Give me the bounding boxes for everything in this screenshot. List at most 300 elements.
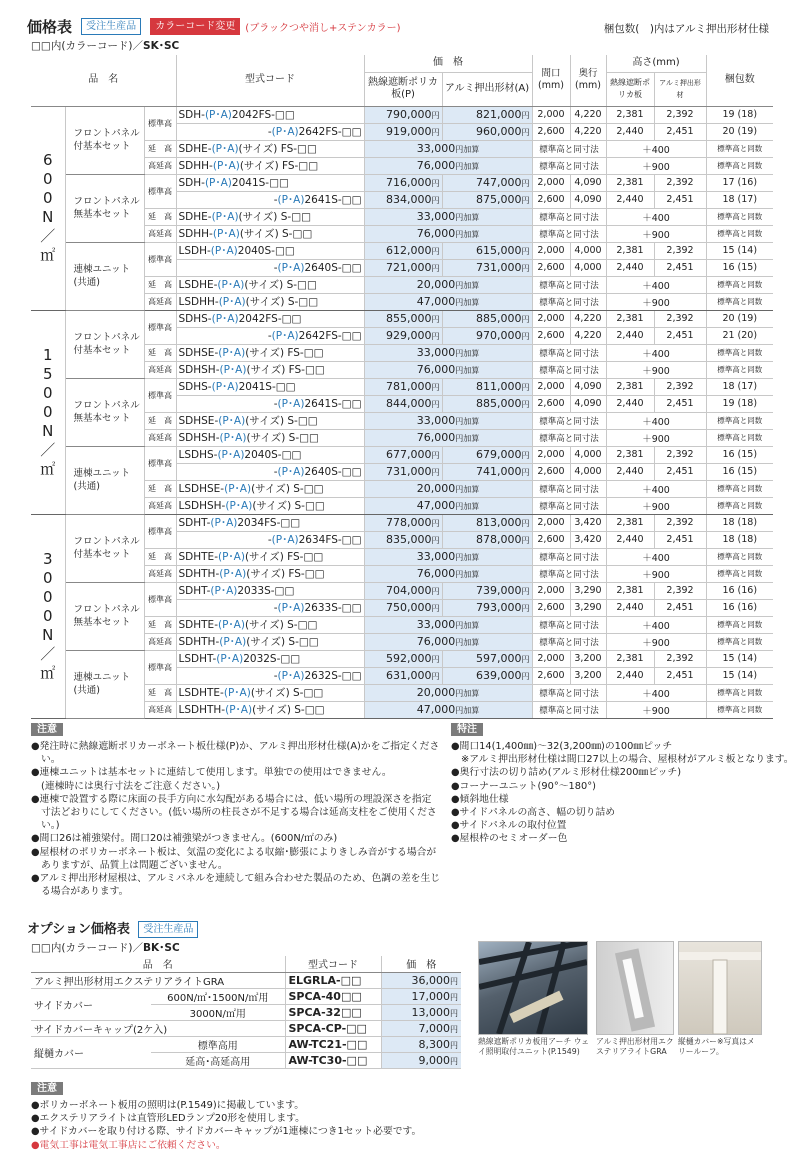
price-addition: [364, 208, 532, 225]
model-code-prefix: SDHSH-: [178, 432, 220, 444]
option-row: [31, 1020, 461, 1036]
options-order-tag: 受注生産品: [138, 921, 198, 938]
height-type: 標準高: [144, 446, 176, 480]
price-alu: [442, 310, 532, 327]
depth-mm: 4,220: [570, 106, 606, 123]
model-code: [176, 429, 364, 446]
model-code: [176, 174, 364, 191]
model-code-suffix: 2641S-□□: [304, 398, 362, 410]
model-code-pa: (P･A): [216, 653, 244, 665]
same-dimensions: 標準高と同寸法: [532, 412, 606, 429]
bottom-note-item: ●サイドカバーを取り付ける際、サイドカバーキャップが1連棟につき1セット必要です。: [31, 1126, 422, 1138]
depth-mm: 3,290: [570, 599, 606, 616]
model-code-pa: (P･A): [219, 568, 247, 580]
set-description: 連棟ユニット(共通): [65, 242, 144, 310]
model-code-suffix: (サイズ) S-□□: [246, 432, 319, 444]
model-code-prefix: LSDHE-: [178, 279, 218, 291]
model-code-suffix: (サイズ) FS-□□: [238, 143, 317, 155]
price-addition: [364, 616, 532, 633]
price-alu: [442, 650, 532, 667]
price-unit: 円: [431, 196, 440, 205]
height-type: 高延高: [144, 429, 176, 446]
pack-count: 21 (20): [706, 327, 773, 344]
model-code-pa: (P･A): [277, 194, 305, 206]
model-code-suffix: (サイズ) FS-□□: [246, 568, 325, 580]
model-code-suffix: 2640S-□□: [304, 262, 362, 274]
set-description: フロントパネル無基本セット: [65, 378, 144, 446]
feature-item: ●間口14(1,400㎜)～32(3,200㎜)の100㎜ピッチ: [451, 741, 673, 752]
features-title: 特注: [451, 723, 483, 736]
model-code-pa: (P･A): [217, 619, 245, 631]
pack-count: 18 (18): [706, 514, 773, 531]
height-poly-mm: 2,381: [606, 242, 654, 259]
note-item: (連棟時には奥行寸法をご注意ください。): [41, 780, 221, 792]
model-code: [176, 582, 364, 599]
price-unit: 円: [431, 468, 440, 477]
note-item: ●連棟で設置する際に床面の長手方向に水勾配がある場合には、低い場所の埋設深さを指定寸法どおりにしてください。(低い場所の柱長さが不足する場合は延高支柱をご使用ください。): [31, 793, 437, 832]
price-addition-unit: 円加算: [455, 553, 480, 562]
option-price-unit: 円: [450, 1056, 458, 1066]
model-code: [176, 327, 364, 344]
option-price-unit: 円: [450, 1008, 458, 1018]
pack-count: 標準高と同数: [706, 548, 773, 565]
price-unit: 円: [431, 604, 440, 613]
pack-count: 標準高と同数: [706, 361, 773, 378]
price-addition: [364, 565, 532, 582]
table-row: [31, 446, 773, 463]
model-code: [176, 310, 364, 327]
height-addition: ＋900: [606, 293, 706, 310]
model-code: [176, 616, 364, 633]
model-code-suffix: (サイズ) S-□□: [244, 619, 318, 631]
price-addition: [364, 548, 532, 565]
load-class-char: 0: [42, 606, 53, 625]
price-addition-unit: 円加算: [455, 621, 480, 630]
price-addition-unit: 円加算: [455, 349, 480, 358]
model-code-prefix: SDHT-: [178, 585, 211, 597]
pack-count: 16 (16): [706, 582, 773, 599]
model-code-prefix: LSDHH-: [178, 296, 219, 308]
price-alu: [442, 378, 532, 395]
height-addition: ＋900: [606, 701, 706, 718]
height-poly-mm: 2,381: [606, 582, 654, 599]
table-row: [31, 514, 773, 531]
price-alu: [442, 582, 532, 599]
same-dimensions: 標準高と同寸法: [532, 225, 606, 242]
depth-mm: 3,420: [570, 531, 606, 548]
height-type: 延 高: [144, 616, 176, 633]
price-alu: [442, 531, 532, 548]
head-code: 型式コード: [176, 55, 364, 106]
price-unit: 円: [521, 468, 530, 477]
head-price: 価 格: [364, 55, 532, 72]
option-price: [381, 988, 461, 1004]
height-poly-mm: 2,440: [606, 123, 654, 140]
width-mm: 2,000: [532, 514, 570, 531]
pack-count: 16 (15): [706, 463, 773, 480]
price-poly: [364, 174, 442, 191]
bottom-note-item: ●ポリカーボネート板用の照明は(P.1549)に掲載しています。: [31, 1100, 305, 1111]
feature-item: ※アルミ押出形材仕様は間口27以上の場合、屋根材がアルミ板となります。: [461, 754, 794, 766]
height-type: 延 高: [144, 344, 176, 361]
price-alu-value: 615,000: [476, 244, 522, 257]
price-addition: [364, 429, 532, 446]
price-addition-unit: 円加算: [455, 366, 480, 375]
price-alu: [442, 327, 532, 344]
height-poly-mm: 2,440: [606, 259, 654, 276]
width-mm: 2,600: [532, 531, 570, 548]
model-code: [176, 140, 364, 157]
width-mm: 2,000: [532, 378, 570, 395]
model-code-suffix: (サイズ) S-□□: [250, 687, 324, 699]
height-addition: ＋400: [606, 344, 706, 361]
price-unit: 円: [431, 332, 440, 341]
price-unit: 円: [521, 128, 530, 137]
price-unit: 円: [521, 179, 530, 188]
opt-head-price: 価 格: [381, 956, 461, 972]
color-codes: SK･SC: [143, 40, 180, 52]
photo-caption-1: 熱線遮断ポリカ板用アーチ ウェイ照明取付ユニット(P.1549): [478, 1037, 590, 1056]
model-code: [176, 106, 364, 123]
same-dimensions: 標準高と同寸法: [532, 684, 606, 701]
model-code: [176, 667, 364, 684]
model-code-suffix: 2041S-□□: [238, 381, 296, 393]
depth-mm: 4,090: [570, 378, 606, 395]
depth-mm: 4,090: [570, 174, 606, 191]
feature-item: ●奥行寸法の切り詰め(アルミ形材仕様200㎜ピッチ): [451, 767, 682, 779]
page-header: [27, 16, 807, 38]
options-title: オプション価格表: [27, 922, 130, 937]
height-type: 標準高: [144, 174, 176, 208]
model-code-pa: (P･A): [218, 347, 246, 359]
option-name: 縦樋カバー: [31, 1036, 151, 1068]
model-code: [176, 276, 364, 293]
model-code-pa: (P･A): [211, 143, 239, 155]
price-alu: [442, 123, 532, 140]
price-poly: [364, 667, 442, 684]
model-code-suffix: 2642FS-□□: [298, 330, 362, 342]
price-alu: [442, 514, 532, 531]
height-addition: ＋400: [606, 548, 706, 565]
height-type: 標準高: [144, 242, 176, 276]
height-type: 標準高: [144, 514, 176, 548]
height-alu-mm: 2,392: [654, 106, 706, 123]
depth-mm: 3,420: [570, 514, 606, 531]
same-dimensions: 標準高と同寸法: [532, 293, 606, 310]
model-code-prefix: LSDH-: [178, 245, 211, 257]
price-alu-value: 813,000: [476, 516, 522, 529]
price-poly-value: 731,000: [386, 465, 432, 478]
price-alu-value: 878,000: [476, 533, 522, 546]
model-code-prefix: SDHSE-: [178, 415, 219, 427]
model-code-pa: (P･A): [212, 160, 240, 172]
note-item: ●アルミ押出形材屋根は、アルミパネルを連続して組み合わせた製品のため、色調の差を生じる場合があります。: [31, 873, 441, 898]
option-price-unit: 円: [450, 1024, 458, 1034]
model-code-suffix: 2032S-□□: [243, 653, 301, 665]
model-code: [176, 395, 364, 412]
model-code-prefix: -: [273, 670, 278, 682]
head-item: 品 名: [31, 55, 176, 106]
price-addition: [364, 225, 532, 242]
width-mm: 2,000: [532, 446, 570, 463]
price-unit: 円: [431, 111, 440, 120]
depth-mm: 4,000: [570, 242, 606, 259]
width-mm: 2,000: [532, 242, 570, 259]
option-variant: 3000N/㎡用: [151, 1004, 285, 1020]
model-code-suffix: 2042FS-□□: [238, 313, 302, 325]
height-type: 高延高: [144, 225, 176, 242]
model-code-pa: (P･A): [277, 670, 305, 682]
price-unit: 円: [431, 451, 440, 460]
options-header: [27, 918, 198, 938]
same-dimensions: 標準高と同寸法: [532, 701, 606, 718]
model-code: [176, 259, 364, 276]
option-price-value: 17,000: [411, 989, 450, 1003]
model-code-suffix: 2040S-□□: [237, 245, 295, 257]
price-unit: 円: [431, 264, 440, 273]
photo-downspout-cover-svg: [679, 942, 761, 1034]
option-variant: 600N/㎡･1500N/㎡用: [151, 988, 285, 1004]
option-row: [31, 988, 461, 1004]
price-alu: [442, 259, 532, 276]
same-dimensions: 標準高と同寸法: [532, 497, 606, 514]
price-addition-value: 33,000: [416, 142, 456, 155]
price-addition-unit: 円加算: [455, 502, 480, 511]
model-code-pa: (P･A): [223, 687, 251, 699]
model-code-suffix: (サイズ) FS-□□: [244, 551, 324, 563]
feature-item: ●傾斜地仕様: [451, 793, 509, 805]
width-mm: 2,600: [532, 395, 570, 412]
pack-count: 標準高と同数: [706, 344, 773, 361]
model-code-pa: (P･A): [277, 398, 305, 410]
height-type: 延 高: [144, 140, 176, 157]
pack-count: 標準高と同数: [706, 497, 773, 514]
height-alu-mm: 2,451: [654, 599, 706, 616]
same-dimensions: 標準高と同寸法: [532, 633, 606, 650]
price-addition: [364, 497, 532, 514]
price-poly: [364, 446, 442, 463]
price-addition-unit: 円加算: [455, 638, 480, 647]
price-alu-value: 875,000: [476, 193, 522, 206]
pack-count: 18 (17): [706, 378, 773, 395]
height-addition: ＋400: [606, 276, 706, 293]
height-alu-mm: 2,451: [654, 463, 706, 480]
price-poly-value: 844,000: [386, 397, 432, 410]
model-code-pa: (P･A): [217, 449, 245, 461]
height-type: 延 高: [144, 208, 176, 225]
model-code-suffix: (サイズ) S-□□: [252, 500, 325, 512]
model-code-suffix: (サイズ) S-□□: [251, 483, 324, 495]
depth-mm: 4,000: [570, 463, 606, 480]
height-addition: ＋400: [606, 412, 706, 429]
bottom-notes-title: 注意: [31, 1082, 63, 1095]
model-code: [176, 412, 364, 429]
price-unit: 円: [431, 383, 440, 392]
pack-count: 16 (15): [706, 259, 773, 276]
pack-count: 19 (18): [706, 395, 773, 412]
model-code-pa: (P･A): [271, 330, 299, 342]
model-code: [176, 361, 364, 378]
load-class-char: 0: [42, 402, 53, 421]
price-alu: [442, 667, 532, 684]
order-made-tag: 受注生産品: [81, 18, 141, 35]
price-poly-value: 778,000: [386, 516, 432, 529]
height-alu-mm: 2,451: [654, 327, 706, 344]
price-addition-value: 47,000: [416, 295, 456, 308]
opt-head-code: 型式コード: [285, 956, 381, 972]
table-row: [31, 378, 773, 395]
model-code-suffix: (サイズ) FS-□□: [246, 364, 325, 376]
option-price: [381, 1004, 461, 1020]
options-color-line: [31, 940, 180, 955]
price-alu: [442, 242, 532, 259]
model-code-pa: (P･A): [217, 551, 245, 563]
price-addition-unit: 円加算: [455, 298, 480, 307]
model-code: [176, 157, 364, 174]
model-code-prefix: -: [267, 126, 272, 138]
option-variant: 延高･高延高用: [151, 1052, 285, 1068]
pack-count: 標準高と同数: [706, 293, 773, 310]
price-addition-unit: 円加算: [455, 570, 480, 579]
model-code-pa: (P･A): [219, 364, 247, 376]
option-code: ELGRLA-□□: [285, 972, 381, 988]
model-code-pa: (P･A): [224, 483, 252, 495]
price-addition: [364, 701, 532, 718]
load-class-char: 0: [42, 568, 53, 587]
price-unit: 円: [521, 655, 530, 664]
option-code: SPCA-32□□: [285, 1004, 381, 1020]
model-code: [176, 123, 364, 140]
same-dimensions: 標準高と同寸法: [532, 276, 606, 293]
option-price-unit: 円: [450, 992, 458, 1002]
price-unit: 円: [431, 247, 440, 256]
option-code: AW-TC30-□□: [285, 1052, 381, 1068]
price-addition-value: 33,000: [416, 346, 456, 359]
price-poly: [364, 514, 442, 531]
price-poly: [364, 378, 442, 395]
price-addition-unit: 円加算: [455, 485, 480, 494]
price-poly: [364, 531, 442, 548]
price-addition: [364, 633, 532, 650]
model-code-prefix: LSDHT-: [178, 653, 217, 665]
option-price: [381, 1052, 461, 1068]
price-alu-value: 597,000: [476, 652, 522, 665]
pack-count: 標準高と同数: [706, 157, 773, 174]
pack-count: 16 (15): [706, 446, 773, 463]
load-class-char: N: [42, 208, 54, 226]
model-code-prefix: LSDHS-: [178, 449, 218, 461]
model-code-pa: (P･A): [204, 177, 232, 189]
option-price-value: 13,000: [411, 1005, 450, 1019]
photo-exterior-light: [596, 941, 674, 1035]
price-addition-unit: 円加算: [455, 162, 480, 171]
model-code: [176, 242, 364, 259]
head-depth: 奥行(mm): [570, 55, 606, 106]
price-addition-value: 33,000: [416, 210, 456, 223]
price-poly-value: 781,000: [386, 380, 432, 393]
price-poly-value: 612,000: [386, 244, 432, 257]
load-class-label: [31, 514, 65, 718]
same-dimensions: 標準高と同寸法: [532, 480, 606, 497]
height-poly-mm: 2,440: [606, 327, 654, 344]
pack-count: 19 (18): [706, 106, 773, 123]
pack-count: 標準高と同数: [706, 276, 773, 293]
price-alu-value: 960,000: [476, 125, 522, 138]
model-code-pa: (P･A): [210, 585, 238, 597]
photo-arch-light: [478, 941, 588, 1035]
height-alu-mm: 2,392: [654, 174, 706, 191]
model-code-pa: (P･A): [219, 636, 247, 648]
price-addition-value: 76,000: [416, 159, 456, 172]
same-dimensions: 標準高と同寸法: [532, 548, 606, 565]
height-poly-mm: 2,440: [606, 463, 654, 480]
load-class-label: [31, 310, 65, 514]
height-alu-mm: 2,392: [654, 514, 706, 531]
price-poly-value: 919,000: [386, 125, 432, 138]
model-code-suffix: (サイズ) S-□□: [246, 636, 319, 648]
load-class-char: ㎡: [40, 663, 56, 682]
price-alu-value: 970,000: [476, 329, 522, 342]
pack-count: 標準高と同数: [706, 412, 773, 429]
price-alu-value: 811,000: [476, 380, 522, 393]
model-code-prefix: SDHT-: [178, 517, 211, 529]
height-alu-mm: 2,392: [654, 310, 706, 327]
height-type: 標準高: [144, 582, 176, 616]
price-alu: [442, 599, 532, 616]
pack-count: 標準高と同数: [706, 701, 773, 718]
opt-head-item: 品 名: [31, 956, 285, 972]
model-code-suffix: 2034FS-□□: [237, 517, 301, 529]
price-unit: 円: [431, 536, 440, 545]
price-unit: 円: [431, 655, 440, 664]
same-dimensions: 標準高と同寸法: [532, 157, 606, 174]
feature-item: ●コーナーユニット(90°～180°): [451, 780, 596, 792]
price-unit: 円: [521, 587, 530, 596]
price-addition-value: 47,000: [416, 703, 456, 716]
width-mm: 2,600: [532, 327, 570, 344]
pack-count: 標準高と同数: [706, 684, 773, 701]
pack-count: 標準高と同数: [706, 565, 773, 582]
price-poly-value: 677,000: [386, 448, 432, 461]
price-addition-unit: 円加算: [455, 230, 480, 239]
height-alu-mm: 2,451: [654, 667, 706, 684]
height-type: 高延高: [144, 565, 176, 582]
same-dimensions: 標準高と同寸法: [532, 616, 606, 633]
model-code-prefix: SDHTH-: [178, 636, 220, 648]
price-unit: 円: [521, 400, 530, 409]
same-dimensions: 標準高と同寸法: [532, 429, 606, 446]
model-code-pa: (P･A): [218, 296, 246, 308]
feature-item: ●サイドパネルの取付位置: [451, 820, 567, 832]
color-change-note: (ブラックつや消し+ステンカラー): [245, 23, 401, 34]
height-addition: ＋400: [606, 480, 706, 497]
head-height: 高さ(mm): [606, 55, 706, 72]
model-code-pa: (P･A): [211, 211, 239, 223]
height-type: 高延高: [144, 497, 176, 514]
height-alu-mm: 2,392: [654, 378, 706, 395]
head-h-alu: アルミ押出形材: [654, 72, 706, 106]
height-addition: ＋900: [606, 633, 706, 650]
height-alu-mm: 2,451: [654, 191, 706, 208]
height-alu-mm: 2,451: [654, 531, 706, 548]
option-row: [31, 972, 461, 988]
table-row: [31, 582, 773, 599]
model-code-prefix: SDHE-: [178, 143, 212, 155]
price-alu-value: 793,000: [476, 601, 522, 614]
model-code: [176, 463, 364, 480]
height-alu-mm: 2,451: [654, 123, 706, 140]
price-alu-value: 747,000: [476, 176, 522, 189]
